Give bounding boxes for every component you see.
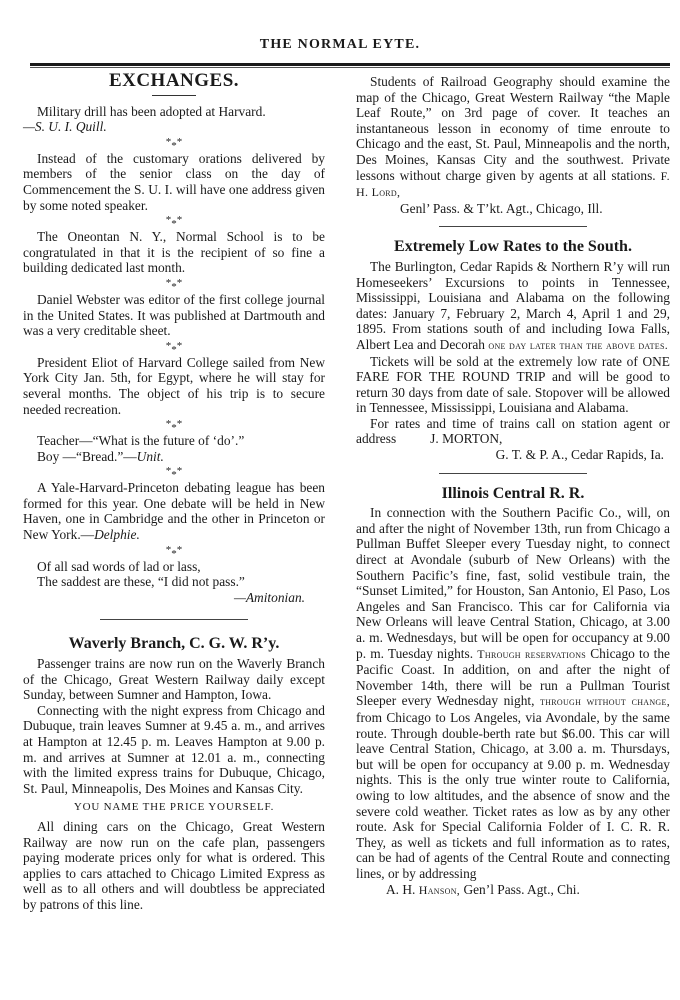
asterism-separator: *** (165, 135, 183, 152)
waverly-heading: Waverly Branch, C. G. W. R’y. (68, 635, 280, 653)
masthead-rule-thin (30, 67, 670, 68)
signer-title: Genl’ Pass. & T’kt. Agt., Chicago, Ill. (400, 200, 603, 216)
asterism-separator: *** (165, 543, 183, 560)
signer-title: G. T. & P. A., Cedar Rapids, Ia. (495, 447, 664, 463)
divider (100, 619, 248, 620)
exchange-text: Military drill has been adopted at Harvard. (37, 103, 266, 119)
divider (439, 473, 587, 474)
divider (152, 95, 196, 96)
asterism-separator: *** (165, 214, 183, 231)
exchange-item: A Yale-Harvard-Princeton debating league has been formed for this year. One debate will be held in New Haven, one in Cambridge and the other in Princeton or New York.—Delphie. (23, 480, 325, 543)
exchange-item (23, 104, 325, 120)
exchange-item: President Eliot of Harvard College sailed from New York City Jan. 5th, for Egypt, where he will stay for several months. The object of his trip is to secure needed recreation. (23, 354, 325, 417)
asterism-separator: *** (165, 418, 183, 435)
divider (439, 226, 587, 227)
low-rates-heading: Extremely Low Rates to the South. (394, 238, 632, 256)
price-subheading: YOU NAME THE PRICE YOURSELF. (73, 801, 275, 814)
verse-line: The saddest are these, “I did not pass.” (37, 574, 245, 590)
illinois-central-paragraph: In connection with the Southern Pacific Co., will, on and after the night of November 13th, run from Chicago a Pullman Buffet Sleeper every Tuesday night, to connect direct at Avondale (suburb of New Orleans) with the Southern Pacific’s fine, fast, solid vestibule train, the “Sunset Limited,” for Houston, San Antonio, El Paso, Los Angeles and San Francisco. This car for California via New Orleans will leave Central Station, Chicago, at 3.00 a. m. Wednesdays, but will be open for occupancy at 9.00 p. m. Tuesday nights. Through reservations Chicago to the Pacific Coast. In addition, on and after the night of November 14th, there will be run a Pullman Tourist Sleeper every Wednesday night, through without change, from Chicago to Los Angeles, via Avondale, by the same route. Through double-berth rate but $6.00. This car will leave Central Station, Chicago, at 3.00 a. m. Thursdays, but will be open for occupancy at 9.00 p. m. Wednesday nights. This is the only true winter route to California, owing to low altitudes, and the absence of snow and the severe cold weather. Ticket rates as low as by any other route. Ask for Special California Folder of I. C. R. R. They, as well as tickets and full information as to rates, can be had of agents of the Central Route and connecting lines, or by addressing (356, 505, 670, 881)
right-column (356, 70, 670, 898)
joke-line: Teacher—“What is the future of ‘do’.” (37, 433, 245, 449)
verse-line: Of all sad words of lad or lass, (37, 558, 201, 574)
low-rates-paragraph: Tickets will be sold at the extremely low rate of ONE FARE FOR THE ROUND TRIP and will be good to return 30 days from date of sale. Stopover will be allowed in Tennessee, Mississippi, Louisiana and Alabama. (356, 353, 670, 416)
asterism-separator: *** (165, 339, 183, 356)
signer-name: F. H. Lord, (356, 168, 670, 200)
waverly-paragraph: All dining cars on the Chicago, Great Western Railway are now run on the cafe plan, passengers paying moderate prices only for what is ordered. This applies to cars attached to Chicago Limited Express as well as to all others and will doubtless be appreciated by patrons of this line. (23, 818, 325, 912)
source-credit: Unit. (136, 448, 164, 464)
signer-line: A. H. Hanson, Gen’l Pass. Agt., Chi. (386, 881, 580, 897)
low-rates-paragraph: The Burlington, Cedar Rapids & Northern R’y will run Homeseekers’ Excursions to points in Tennessee, Mississippi, Louisiana and Alabama on the following dates: January 7, February 2, March 4, April 1 and 29, 1895. From stations south of and including Iowa Falls, Albert Lea and Decorah one day later than the above dates. (356, 258, 670, 352)
cgw-ad-paragraph: Students of Railroad Geography should examine the map of the Chicago, Great Western Railway “the Maple Leaf Route,” on 3rd page of cover. It teaches an instantaneous lesson in economy of time enroute to Chicago and the east, St. Paul, Minneapolis and the north, Des Moines, Kansas City and the southwest. Private lessons without charge given by agents at all stations. F. H. Lord, (356, 74, 670, 200)
exchange-item: Daniel Webster was editor of the first college journal in the United States. It was published at Dartmouth and was a very creditable sheet. (23, 291, 325, 339)
exchange-item: The Oneontan N. Y., Normal School is to be congratulated in that it is the recipient of so fine a building dedicated last month. (23, 229, 325, 276)
left-column (23, 70, 325, 913)
signer-name: J. MORTON, (430, 431, 503, 447)
waverly-paragraph: Passenger trains are now run on the Waverly Branch of the Chicago, Great Western Railway daily except Sunday, between Sumner and Hampton, Iowa. (23, 656, 325, 703)
exchanges-heading: EXCHANGES. (108, 70, 240, 91)
masthead: THE NORMAL EYTE. (259, 37, 421, 52)
illinois-central-heading: Illinois Central R. R. (441, 484, 585, 502)
signer-name: Hanson, (418, 882, 461, 897)
asterism-separator: *** (165, 465, 183, 482)
source-credit: —Amitonian. (233, 589, 305, 605)
low-rates-paragraph: For rates and time of trains call on station agent or address J. MORTON, (356, 415, 670, 447)
signer-title: Gen’l Pass. Agt., Chi. (463, 881, 580, 897)
joke-line: Boy —“Bread.”—Unit. (37, 448, 164, 464)
waverly-paragraph: Connecting with the night express from Chicago and Dubuque, train leaves Sumner at 9.45 a. m., and arrives at Hampton at 12.45 p. m. Leaves Hampton at 9.00 p. m. and arrives at Sumner at 12.01 a. m., connecting with the limited express trains for Dubuque, Chicago, St. Paul, Minneapolis, Des Moines and Kansas City. (23, 702, 325, 796)
source-credit: —S. U. I. Quill. (23, 119, 107, 135)
exchange-item: Instead of the customary orations delivered by members of the senior class on the day of Commencement the S. U. I. will have one address given by some noted speaker. (23, 150, 325, 213)
exchange-source (23, 119, 325, 135)
source-credit: Delphie. (94, 527, 140, 543)
asterism-separator: *** (165, 276, 183, 293)
masthead-rule-thick (30, 63, 670, 66)
